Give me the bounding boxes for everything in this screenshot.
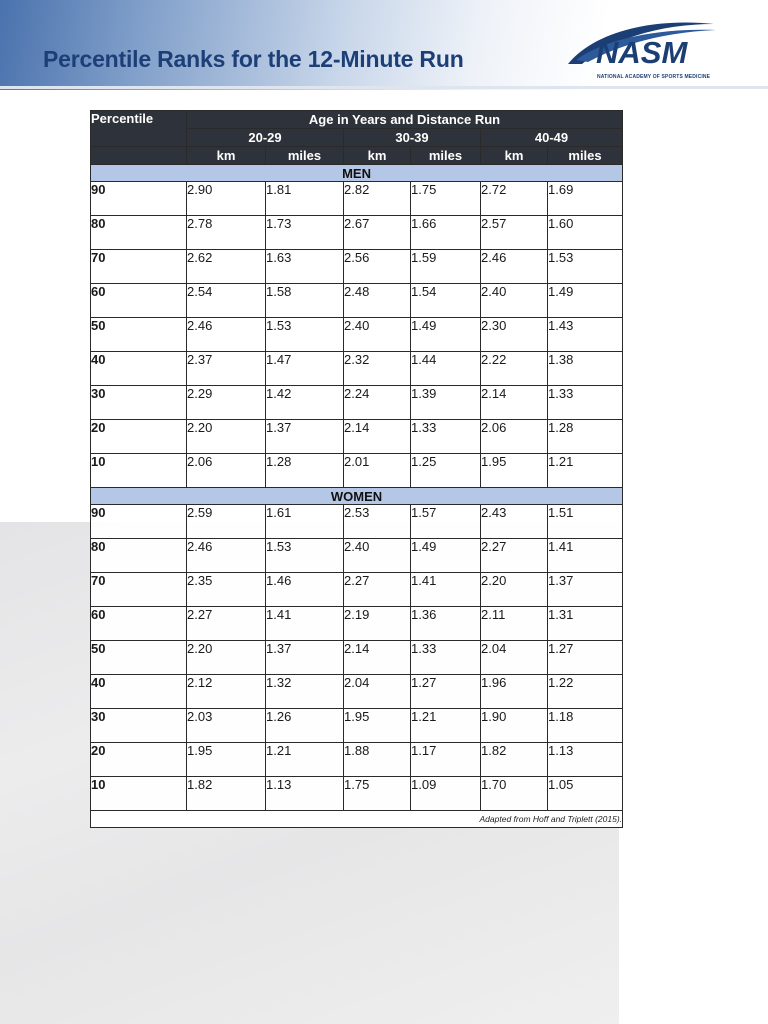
distance-cell: 1.05 (548, 777, 623, 811)
percentile-cell: 40 (91, 352, 187, 386)
table-row (91, 743, 623, 777)
distance-cell: 1.09 (411, 777, 481, 811)
distance-cell: 1.57 (411, 505, 481, 539)
distance-cell: 1.37 (548, 573, 623, 607)
distance-cell: 1.59 (411, 250, 481, 284)
unit-header: miles (411, 147, 481, 165)
distance-cell: 2.20 (481, 573, 548, 607)
percentile-cell: 50 (91, 318, 187, 352)
unit-header: miles (266, 147, 344, 165)
distance-cell: 1.27 (548, 641, 623, 675)
distance-cell: 1.49 (411, 318, 481, 352)
distance-cell: 2.14 (344, 420, 411, 454)
unit-header: km (187, 147, 266, 165)
table-row (91, 318, 623, 352)
distance-cell: 1.41 (266, 607, 344, 641)
distance-cell: 1.82 (481, 743, 548, 777)
percentile-cell: 40 (91, 675, 187, 709)
distance-cell: 1.21 (548, 454, 623, 488)
percentile-cell: 80 (91, 216, 187, 250)
age-group-header: 40-49 (481, 129, 623, 147)
distance-cell: 2.03 (187, 709, 266, 743)
section-label: MEN (91, 165, 623, 182)
distance-cell: 2.90 (187, 182, 266, 216)
distance-cell: 1.73 (266, 216, 344, 250)
unit-header: km (344, 147, 411, 165)
distance-cell: 1.96 (481, 675, 548, 709)
distance-cell: 2.30 (481, 318, 548, 352)
distance-cell: 1.25 (411, 454, 481, 488)
distance-cell: 1.53 (266, 318, 344, 352)
distance-cell: 2.67 (344, 216, 411, 250)
distance-cell: 2.40 (344, 318, 411, 352)
table-row (91, 216, 623, 250)
table-row (91, 454, 623, 488)
distance-cell: 2.54 (187, 284, 266, 318)
percentile-cell: 30 (91, 386, 187, 420)
distance-cell: 2.14 (481, 386, 548, 420)
percentile-column-header: Percentile (91, 111, 187, 147)
distance-cell: 1.13 (548, 743, 623, 777)
distance-cell: 1.51 (548, 505, 623, 539)
percentile-cell: 30 (91, 709, 187, 743)
logo-swoosh-icon (566, 20, 726, 82)
distance-cell: 1.90 (481, 709, 548, 743)
table-row (91, 641, 623, 675)
distance-cell: 1.95 (344, 709, 411, 743)
table-row (91, 250, 623, 284)
distance-cell: 2.01 (344, 454, 411, 488)
distance-cell: 2.06 (481, 420, 548, 454)
distance-cell: 2.06 (187, 454, 266, 488)
distance-cell: 1.41 (548, 539, 623, 573)
distance-cell: 1.43 (548, 318, 623, 352)
unit-header: miles (548, 147, 623, 165)
distance-cell: 2.82 (344, 182, 411, 216)
percentile-cell: 10 (91, 777, 187, 811)
distance-cell: 1.21 (266, 743, 344, 777)
distance-cell: 1.26 (266, 709, 344, 743)
distance-cell: 2.57 (481, 216, 548, 250)
distance-cell: 1.54 (411, 284, 481, 318)
distance-cell: 1.22 (548, 675, 623, 709)
distance-cell: 2.78 (187, 216, 266, 250)
distance-cell: 2.59 (187, 505, 266, 539)
distance-cell: 2.29 (187, 386, 266, 420)
distance-cell: 2.27 (344, 573, 411, 607)
percentile-cell: 80 (91, 539, 187, 573)
distance-cell: 1.46 (266, 573, 344, 607)
percentile-cell: 50 (91, 641, 187, 675)
distance-cell: 2.11 (481, 607, 548, 641)
distance-cell: 1.37 (266, 641, 344, 675)
percentile-cell: 60 (91, 284, 187, 318)
table-row (91, 607, 623, 641)
distance-cell: 1.95 (481, 454, 548, 488)
distance-cell: 1.61 (266, 505, 344, 539)
distance-cell: 1.49 (548, 284, 623, 318)
distance-cell: 1.81 (266, 182, 344, 216)
distance-cell: 1.32 (266, 675, 344, 709)
table-header (91, 111, 623, 165)
distance-cell: 2.62 (187, 250, 266, 284)
distance-cell: 1.21 (411, 709, 481, 743)
age-group-header: 30-39 (344, 129, 481, 147)
distance-cell: 1.27 (411, 675, 481, 709)
table-row (91, 386, 623, 420)
table-row (91, 777, 623, 811)
unit-header: km (481, 147, 548, 165)
distance-cell: 2.20 (187, 641, 266, 675)
distance-cell: 2.12 (187, 675, 266, 709)
distance-cell: 2.14 (344, 641, 411, 675)
distance-cell: 2.04 (344, 675, 411, 709)
distance-cell: 2.72 (481, 182, 548, 216)
table-body (91, 165, 623, 811)
distance-cell: 2.22 (481, 352, 548, 386)
distance-cell: 2.27 (481, 539, 548, 573)
table-row (91, 505, 623, 539)
distance-cell: 1.95 (187, 743, 266, 777)
distance-cell: 1.66 (411, 216, 481, 250)
distance-cell: 1.75 (411, 182, 481, 216)
table-footnote: Adapted from Hoff and Triplett (2015). (91, 811, 623, 828)
distance-cell: 1.33 (411, 641, 481, 675)
distance-cell: 1.75 (344, 777, 411, 811)
distance-cell: 1.42 (266, 386, 344, 420)
distance-cell: 1.38 (548, 352, 623, 386)
percentile-cell: 60 (91, 607, 187, 641)
distance-cell: 1.53 (266, 539, 344, 573)
distance-cell: 1.31 (548, 607, 623, 641)
distance-cell: 1.33 (548, 386, 623, 420)
age-group-header: 20-29 (187, 129, 344, 147)
section-label: WOMEN (91, 488, 623, 505)
distance-cell: 2.19 (344, 607, 411, 641)
distance-cell: 1.47 (266, 352, 344, 386)
distance-cell: 1.13 (266, 777, 344, 811)
percentile-cell: 70 (91, 250, 187, 284)
distance-cell: 1.69 (548, 182, 623, 216)
distance-cell: 2.04 (481, 641, 548, 675)
table-row (91, 420, 623, 454)
distance-cell: 2.40 (344, 539, 411, 573)
distance-cell: 1.28 (548, 420, 623, 454)
distance-cell: 2.43 (481, 505, 548, 539)
distance-cell: 1.63 (266, 250, 344, 284)
distance-cell: 1.28 (266, 454, 344, 488)
distance-cell: 1.44 (411, 352, 481, 386)
page-title: Percentile Ranks for the 12-Minute Run (43, 46, 464, 72)
distance-cell: 1.18 (548, 709, 623, 743)
distance-cell: 2.35 (187, 573, 266, 607)
distance-cell: 2.20 (187, 420, 266, 454)
distance-cell: 2.46 (187, 318, 266, 352)
distance-cell: 2.46 (481, 250, 548, 284)
table-row (91, 539, 623, 573)
nasm-logo (566, 20, 726, 82)
table-row (91, 709, 623, 743)
distance-cell: 1.39 (411, 386, 481, 420)
unit-header-blank (91, 147, 187, 165)
distance-cell: 2.48 (344, 284, 411, 318)
group-header: Age in Years and Distance Run (187, 111, 623, 129)
distance-cell: 1.70 (481, 777, 548, 811)
logo-wordmark: NASM (596, 35, 688, 70)
distance-cell: 1.49 (411, 539, 481, 573)
percentile-cell: 90 (91, 505, 187, 539)
distance-cell: 2.24 (344, 386, 411, 420)
percentile-cell: 20 (91, 420, 187, 454)
table-row (91, 284, 623, 318)
distance-cell: 1.17 (411, 743, 481, 777)
distance-cell: 1.82 (187, 777, 266, 811)
distance-cell: 2.56 (344, 250, 411, 284)
distance-cell: 2.27 (187, 607, 266, 641)
percentile-table (90, 110, 623, 828)
distance-cell: 1.36 (411, 607, 481, 641)
distance-cell: 2.46 (187, 539, 266, 573)
table-row (91, 573, 623, 607)
distance-cell: 2.40 (481, 284, 548, 318)
percentile-cell: 90 (91, 182, 187, 216)
distance-cell: 1.53 (548, 250, 623, 284)
percentile-cell: 20 (91, 743, 187, 777)
percentile-cell: 10 (91, 454, 187, 488)
distance-cell: 1.88 (344, 743, 411, 777)
distance-cell: 2.37 (187, 352, 266, 386)
header-divider (0, 86, 768, 89)
distance-cell: 1.58 (266, 284, 344, 318)
distance-cell: 1.41 (411, 573, 481, 607)
table-row (91, 352, 623, 386)
table-row (91, 182, 623, 216)
percentile-cell: 70 (91, 573, 187, 607)
distance-cell: 1.33 (411, 420, 481, 454)
distance-cell: 1.37 (266, 420, 344, 454)
logo-tagline: NATIONAL ACADEMY OF SPORTS MEDICINE (597, 74, 711, 80)
percentile-table-container (90, 110, 622, 828)
distance-cell: 2.32 (344, 352, 411, 386)
table-row (91, 675, 623, 709)
distance-cell: 1.60 (548, 216, 623, 250)
distance-cell: 2.53 (344, 505, 411, 539)
